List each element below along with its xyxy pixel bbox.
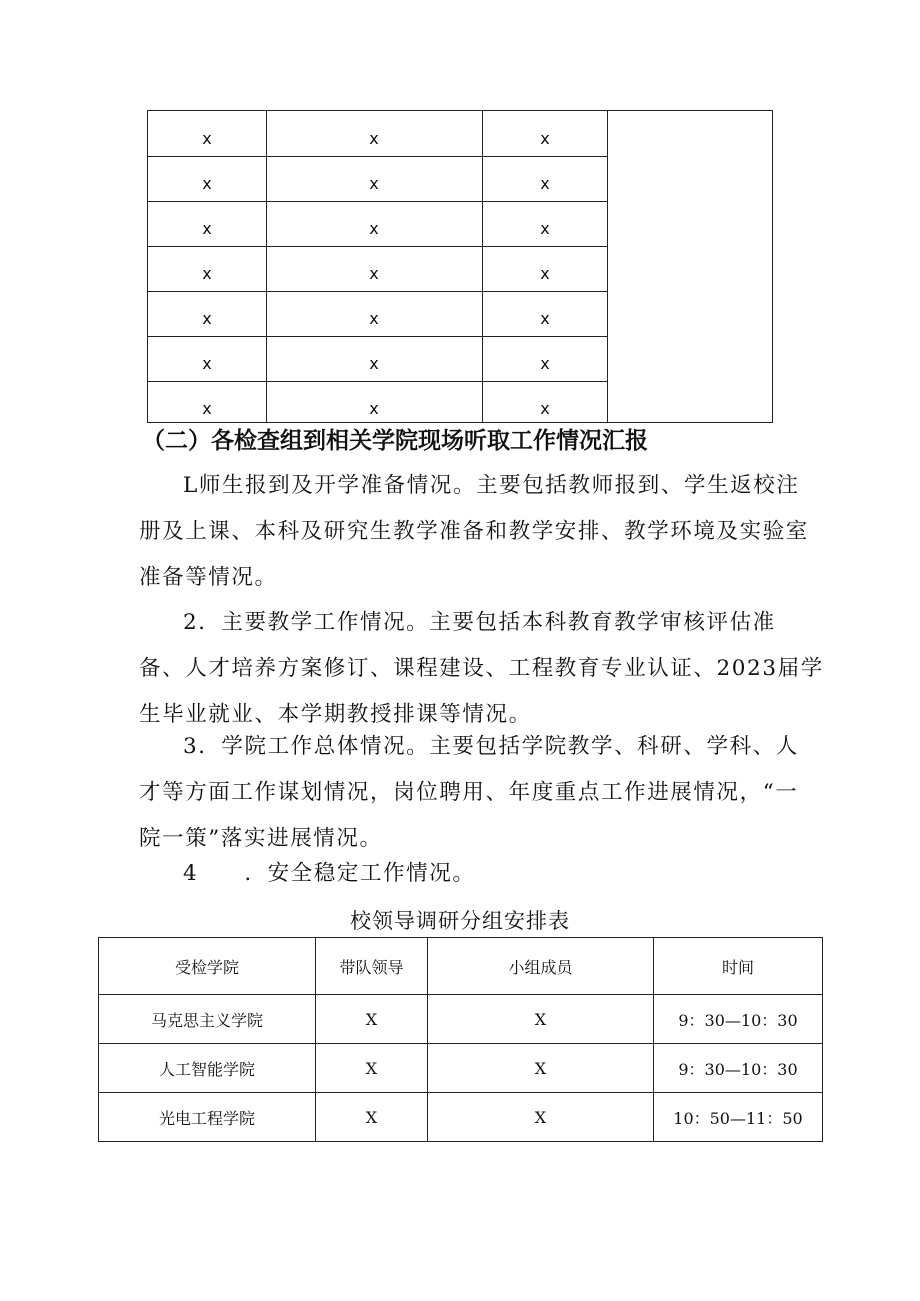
time-cell: 10：50—11：50 [654,1093,823,1142]
top-table-cell: x [369,174,379,193]
members-cell: X [428,1044,654,1093]
top-table-cell: x [369,129,379,148]
top-table-cell: x [202,399,212,418]
time-cell: 9：30—10：30 [654,995,823,1044]
top-table-cell: x [369,219,379,238]
members-cell: X [428,1093,654,1142]
paragraph-4 [139,851,809,897]
top-table-cell: x [540,264,550,283]
top-table-cell: x [369,309,379,328]
top-table-cell: x [202,174,212,193]
paragraph-line: 册及上课、本科及研究生教学准备和教学安排、教学环境及实验室 [139,519,809,544]
top-table-cell: x [202,129,212,148]
header-leader: 带队领导 [316,938,428,995]
schedule-table-title: 校领导调研分组安排表 [350,909,570,933]
top-table-cell: x [540,354,550,373]
time-cell: 9：30—10：30 [654,1044,823,1093]
paragraph-line: 才等方面工作谋划情况，岗位聘用、年度重点工作进展情况，“一 [139,780,799,805]
members-cell: X [428,995,654,1044]
top-table [147,110,773,423]
paragraph-line: 备、人才培养方案修订、课程建设、工程教育专业认证、2023届学 [139,656,824,681]
leader-cell: X [316,1093,428,1142]
header-members: 小组成员 [428,938,654,995]
top-table-cell: x [369,264,379,283]
college-cell: 人工智能学院 [99,1044,316,1093]
college-cell: 马克思主义学院 [99,995,316,1044]
leader-cell: X [316,995,428,1044]
top-table-cell: x [369,399,379,418]
table-row [99,995,823,1044]
section-heading: （二）各检查组到相关学院现场听取工作情况汇报 [142,427,648,454]
table-row [99,1093,823,1142]
row-divider [148,246,608,247]
top-table-cell: x [540,129,550,148]
top-table-cell: x [202,354,212,373]
paragraph-line: 院一策”落实进展情况。 [139,826,383,851]
header-time: 时间 [654,938,823,995]
column-divider [607,111,608,422]
row-divider [148,156,608,157]
top-table-cell: x [369,354,379,373]
table-row [99,1044,823,1093]
top-table-cell: x [202,219,212,238]
college-cell: 光电工程学院 [99,1093,316,1142]
paragraph-line: L师生报到及开学准备情况。主要包括教师报到、学生返校注 [183,473,800,498]
top-table-cell: x [540,309,550,328]
column-divider [266,111,267,422]
paragraph-line: 生毕业就业、本学期教授排课等情况。 [139,702,532,727]
leader-cell: X [316,1044,428,1093]
row-divider [148,201,608,202]
top-table-cell: x [540,219,550,238]
table-header-row [99,938,823,995]
row-divider [148,291,608,292]
schedule-table [98,937,823,1142]
paragraph-3 [139,724,809,862]
paragraph-2 [139,600,824,738]
header-college: 受检学院 [99,938,316,995]
top-table-cell: x [540,399,550,418]
paragraph-1 [139,463,809,601]
paragraph-line: 4 ．安全稳定工作情况。 [183,861,476,886]
row-divider [148,381,608,382]
top-table-cell: x [202,309,212,328]
top-table-cell: x [540,174,550,193]
row-divider [148,336,608,337]
paragraph-line: 准备等情况。 [139,565,278,590]
paragraph-line: 2．主要教学工作情况。主要包括本科教育教学审核评估准 [183,610,776,635]
column-divider [482,111,483,422]
paragraph-line: 3．学院工作总体情况。主要包括学院教学、科研、学科、人 [183,734,799,759]
top-table-cell: x [202,264,212,283]
